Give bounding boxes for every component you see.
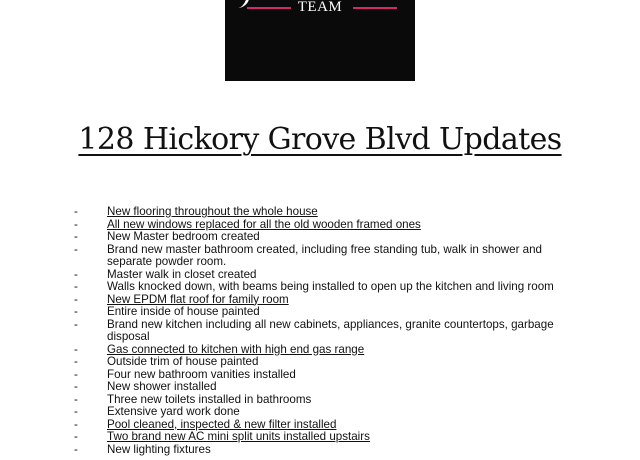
updates-list bbox=[0, 206, 640, 456]
logo-team-label: TEAM bbox=[297, 0, 343, 15]
update-text: Brand new master bathroom created, including free standing tub, walk in shower and separate powder room. bbox=[107, 242, 543, 268]
page-title: 128 Hickory Grove Blvd Updates bbox=[78, 122, 562, 157]
update-link[interactable]: New EPDM flat roof for family room bbox=[107, 292, 289, 306]
bullet-dash: - bbox=[74, 205, 78, 218]
bullet-dash: - bbox=[74, 230, 78, 243]
list-item bbox=[0, 381, 640, 394]
bullet-dash: - bbox=[74, 267, 78, 281]
list-item bbox=[0, 319, 640, 344]
update-text: Brand new kitchen including all new cabinets, appliances, granite countertops, garbage disposal bbox=[107, 317, 554, 343]
update-text: Four new bathroom vanities installed bbox=[107, 367, 296, 381]
update-text: Extensive yard work done bbox=[107, 405, 240, 418]
bullet-dash: - bbox=[74, 305, 78, 318]
bullet-dash: - bbox=[74, 367, 78, 381]
bullet-dash: - bbox=[74, 405, 78, 418]
bullet-dash: - bbox=[74, 342, 78, 356]
update-text: Master walk in closet created bbox=[107, 267, 257, 281]
bullet-dash: - bbox=[74, 280, 78, 293]
bullet-dash: - bbox=[74, 355, 78, 368]
update-text: Outside trim of house painted bbox=[107, 355, 259, 368]
update-link[interactable]: All new windows replaced for all the old wooden framed ones bbox=[107, 217, 421, 231]
update-text: Entire inside of house painted bbox=[107, 305, 260, 318]
update-link[interactable]: Pool cleaned, inspected & new filter installed bbox=[107, 417, 337, 431]
team-logo bbox=[225, 0, 415, 81]
bullet-dash: - bbox=[74, 380, 78, 393]
update-link[interactable]: Two brand new AC mini split units installed upstairs bbox=[107, 430, 370, 443]
list-item[interactable] bbox=[0, 344, 640, 357]
logo-rule-left bbox=[247, 7, 291, 9]
update-text: Three new toilets installed in bathrooms bbox=[107, 392, 312, 406]
bullet-dash: - bbox=[74, 242, 78, 256]
logo-rule-right bbox=[353, 7, 397, 9]
bullet-dash: - bbox=[74, 317, 78, 331]
update-text: Walls knocked down, with beams being installed to open up the kitchen and living room bbox=[107, 280, 554, 293]
bullet-dash: - bbox=[74, 392, 78, 406]
update-link[interactable]: Gas connected to kitchen with high end gas range bbox=[107, 342, 365, 356]
bullet-dash: - bbox=[74, 442, 78, 456]
update-link[interactable]: New flooring throughout the whole house bbox=[107, 205, 318, 218]
list-item[interactable] bbox=[0, 431, 640, 444]
bullet-dash: - bbox=[74, 430, 78, 443]
list-item bbox=[0, 356, 640, 369]
list-item[interactable] bbox=[0, 219, 640, 232]
list-item bbox=[0, 444, 640, 457]
update-text: New shower installed bbox=[107, 380, 217, 393]
list-item[interactable] bbox=[0, 294, 640, 307]
bullet-dash: - bbox=[74, 217, 78, 231]
list-item bbox=[0, 244, 640, 269]
list-item bbox=[0, 369, 640, 382]
list-item bbox=[0, 394, 640, 407]
update-text: New lighting fixtures bbox=[107, 442, 211, 456]
list-item bbox=[0, 281, 640, 294]
bullet-dash: - bbox=[74, 417, 78, 431]
bullet-dash: - bbox=[74, 292, 78, 306]
update-text: New Master bedroom created bbox=[107, 230, 260, 243]
